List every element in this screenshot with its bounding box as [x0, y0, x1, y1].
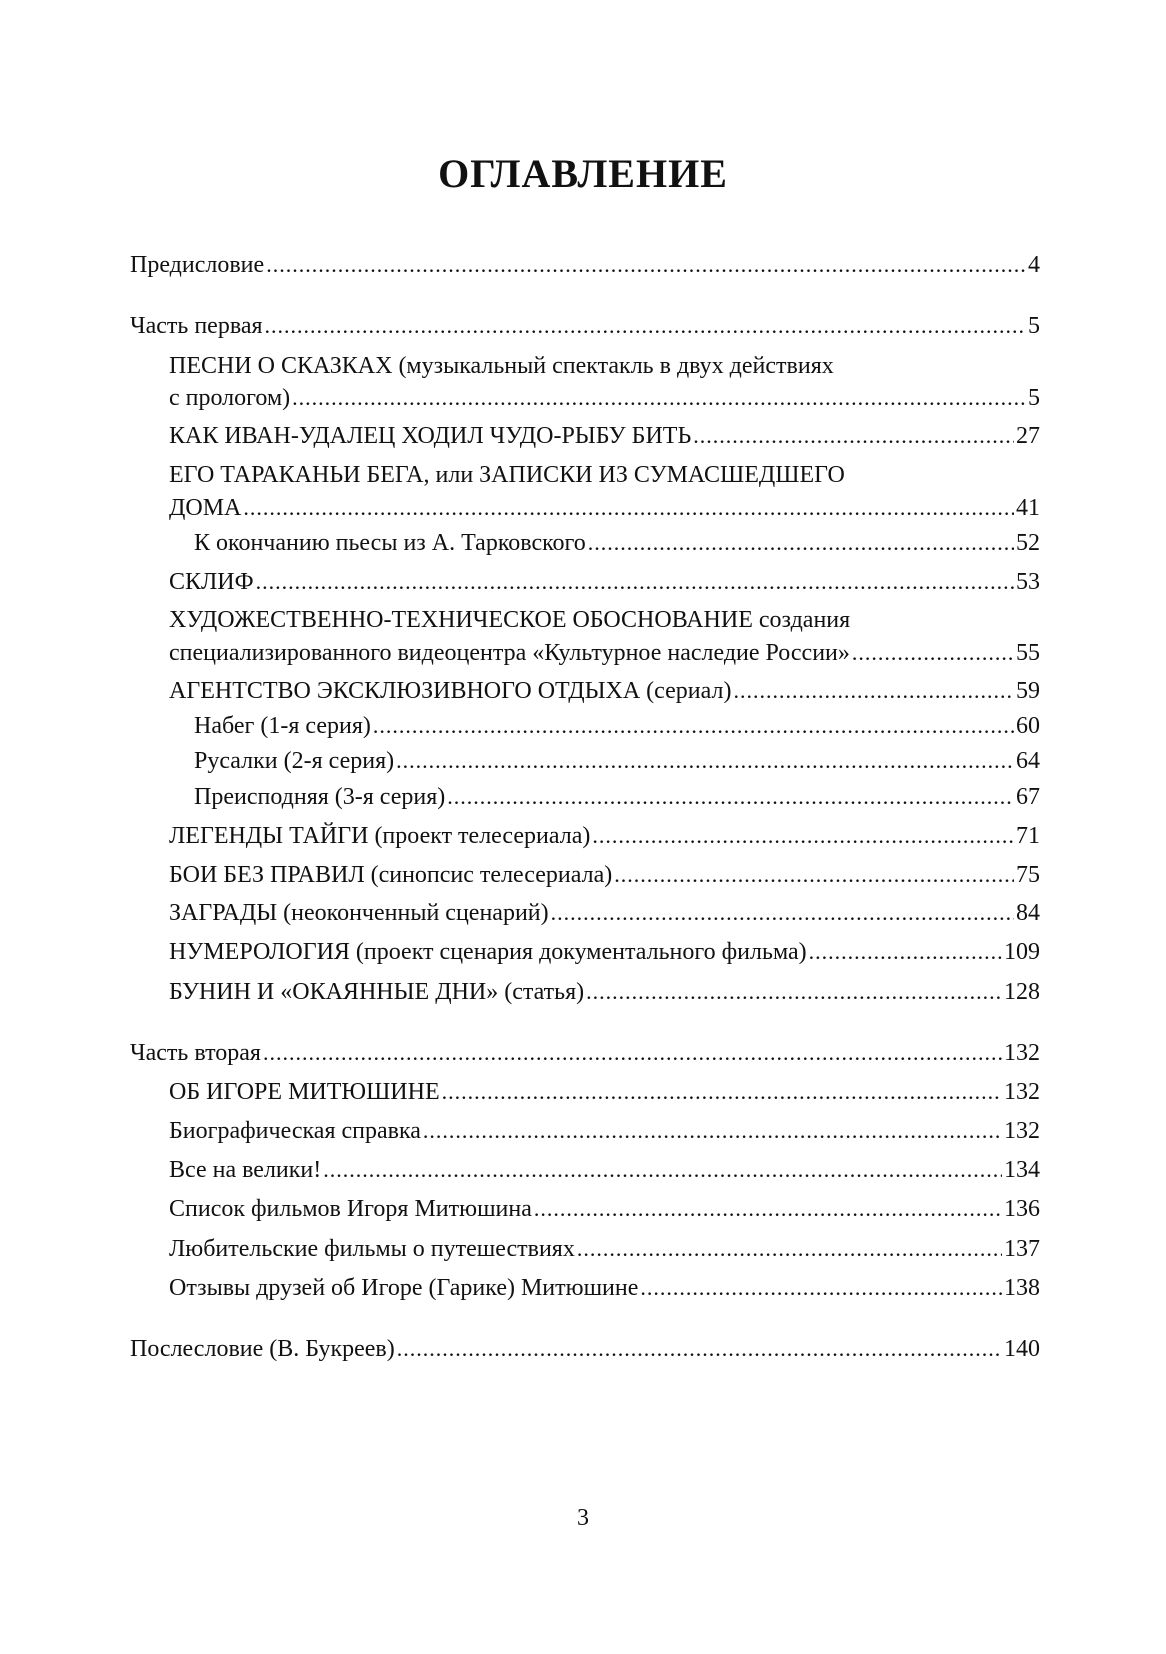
toc-entry-part-two[interactable]: [130, 1037, 1040, 1069]
toc-entry-songs-line1[interactable]: [169, 350, 1040, 382]
dot-leader: [397, 1333, 1002, 1365]
toc-entry-title: специализированного видеоцентра «Культурное наследие России»: [169, 640, 850, 666]
toc-entry-obosnovanie[interactable]: [169, 637, 1040, 669]
toc-entry-title: НУМЕРОЛОГИЯ (проект сценария документального фильма): [169, 939, 807, 965]
dot-leader: [265, 310, 1026, 342]
dot-leader: [852, 637, 1014, 669]
toc-entry-numerologiya[interactable]: [169, 936, 1040, 968]
toc-page-number: 140: [1004, 1336, 1040, 1362]
toc-entry-title: СКЛИФ: [169, 569, 254, 595]
toc-entry-lyubitelskie[interactable]: [169, 1233, 1040, 1265]
toc-page-number: 53: [1016, 569, 1040, 595]
toc-entry-biografiya[interactable]: [169, 1115, 1040, 1147]
toc-entry-title: ЗАГРАДЫ (неоконченный сценарий): [169, 900, 549, 926]
toc-entry-title: Список фильмов Игоря Митюшина: [169, 1196, 532, 1222]
toc-entry-title: Русалки (2-я серия): [194, 748, 395, 774]
toc-page-number: 138: [1004, 1275, 1040, 1301]
toc-page-number: 84: [1016, 900, 1040, 926]
toc-entry-tarakany-line1[interactable]: [169, 459, 1040, 491]
toc-entry-bunin[interactable]: [169, 976, 1040, 1008]
toc-entry-title: ДОМА: [169, 495, 242, 521]
toc-page-number: 60: [1016, 713, 1040, 739]
toc-page-number: 75: [1016, 862, 1040, 888]
toc-entry-title: Отзывы друзей об Игоре (Гарике) Митюшине: [169, 1275, 639, 1301]
page-number: 3: [577, 1505, 589, 1531]
toc-page-number: 4: [1028, 252, 1040, 278]
toc-entry-tarkovsky[interactable]: [194, 527, 1040, 559]
dot-leader: [263, 1037, 1002, 1069]
dot-leader: [551, 897, 1014, 929]
dot-leader: [809, 936, 1002, 968]
toc-entry-preface[interactable]: [130, 249, 1040, 281]
toc-entry-title: ОБ ИГОРЕ МИТЮШИНЕ: [169, 1079, 440, 1105]
toc-entry-title: Все на велики!: [169, 1157, 322, 1183]
toc-entry-title: Набег (1-я серия): [194, 713, 371, 739]
toc-entry-title: АГЕНТСТВО ЭКСКЛЮЗИВНОГО ОТДЫХА (сериал): [169, 678, 732, 704]
toc-page-number: 59: [1016, 678, 1040, 704]
dot-leader: [733, 675, 1014, 707]
toc-entry-preispodnyaya[interactable]: [194, 781, 1040, 813]
toc-page-number: 134: [1004, 1157, 1040, 1183]
dot-leader: [292, 382, 1026, 414]
toc-entry-nabeg[interactable]: [194, 710, 1040, 742]
toc-entry-title-line1: ХУДОЖЕСТВЕННО-ТЕХНИЧЕСКОЕ ОБОСНОВАНИЕ создания: [169, 607, 851, 633]
toc-entry-zagrady[interactable]: [169, 897, 1040, 929]
dot-leader: [592, 820, 1014, 852]
toc-entry-title: Предисловие: [130, 252, 265, 278]
toc-entry-title: К окончанию пьесы из А. Тарковского: [194, 530, 586, 556]
toc-entry-veliki[interactable]: [169, 1154, 1040, 1186]
dot-leader: [323, 1154, 1002, 1186]
toc-page-number: 27: [1016, 423, 1040, 449]
toc-entry-title: ЛЕГЕНДЫ ТАЙГИ (проект телесериала): [169, 823, 591, 849]
toc-page-number: 5: [1028, 385, 1040, 411]
toc-entry-songs[interactable]: [169, 382, 1040, 414]
toc-entry-title: Послесловие (В. Букреев): [130, 1336, 395, 1362]
toc-page-number: 64: [1016, 748, 1040, 774]
dot-leader: [693, 420, 1014, 452]
toc-page-number: 132: [1004, 1040, 1040, 1066]
toc-page-number: 132: [1004, 1079, 1040, 1105]
dot-leader: [534, 1193, 1002, 1225]
toc-entry-obosnovanie-line1[interactable]: [169, 604, 1040, 636]
dot-leader: [373, 710, 1014, 742]
toc-entry-title-line1: ЕГО ТАРАКАНЬИ БЕГА, или ЗАПИСКИ ИЗ СУМАСШЕДШЕГО: [169, 462, 845, 488]
dot-leader: [243, 492, 1014, 524]
toc-entry-title: БОИ БЕЗ ПРАВИЛ (синопсис телесериала): [169, 862, 613, 888]
toc-entry-title: Любительские фильмы о путешествиях: [169, 1236, 575, 1262]
toc-page-number: 128: [1004, 979, 1040, 1005]
dot-leader: [640, 1272, 1002, 1304]
toc-entry-filmy-spisok[interactable]: [169, 1193, 1040, 1225]
toc-entry-title: БУНИН И «ОКАЯННЫЕ ДНИ» (статья): [169, 979, 585, 1005]
toc-page-number: 71: [1016, 823, 1040, 849]
toc-page-number: 55: [1016, 640, 1040, 666]
toc-entry-title-line1: ПЕСНИ О СКАЗКАХ (музыкальный спектакль в двух действиях: [169, 353, 834, 379]
toc-page-number: 137: [1004, 1236, 1040, 1262]
toc-entry-rusalki[interactable]: [194, 745, 1040, 777]
page-title: ОГЛАВЛЕНИЕ: [438, 151, 728, 196]
toc-entry-tarakany[interactable]: [169, 492, 1040, 524]
dot-leader: [442, 1076, 1002, 1108]
dot-leader: [423, 1115, 1002, 1147]
toc-entry-title: КАК ИВАН-УДАЛЕЦ ХОДИЛ ЧУДО-РЫБУ БИТЬ: [169, 423, 692, 449]
toc-page-number: 41: [1016, 495, 1040, 521]
toc-entry-title: Часть первая: [130, 313, 263, 339]
dot-leader: [614, 859, 1014, 891]
toc-page-number: 109: [1004, 939, 1040, 965]
toc-entry-agency[interactable]: [169, 675, 1040, 707]
toc-page-number: 52: [1016, 530, 1040, 556]
toc-entry-ivan[interactable]: [169, 420, 1040, 452]
toc-entry-part-one[interactable]: [130, 310, 1040, 342]
toc-entry-afterword[interactable]: [130, 1333, 1040, 1365]
toc-entry-ob-igore[interactable]: [169, 1076, 1040, 1108]
toc-entry-title: Преисподняя (3-я серия): [194, 784, 446, 810]
dot-leader: [396, 745, 1014, 777]
dot-leader: [266, 249, 1026, 281]
dot-leader: [447, 781, 1014, 813]
toc-entry-sklif[interactable]: [169, 566, 1040, 598]
toc-entry-title: Биографическая справка: [169, 1118, 421, 1144]
toc-entry-legendy[interactable]: [169, 820, 1040, 852]
toc-entry-boi[interactable]: [169, 859, 1040, 891]
toc-page-number: 67: [1016, 784, 1040, 810]
toc-page-number: 5: [1028, 313, 1040, 339]
toc-entry-title: с прологом): [169, 385, 291, 411]
dot-leader: [577, 1233, 1002, 1265]
toc-page-number: 132: [1004, 1118, 1040, 1144]
dot-leader: [586, 976, 1002, 1008]
toc-entry-otzyvy[interactable]: [169, 1272, 1040, 1304]
toc-entry-title: Часть вторая: [130, 1040, 261, 1066]
dot-leader: [588, 527, 1014, 559]
dot-leader: [256, 566, 1014, 598]
toc-page-number: 136: [1004, 1196, 1040, 1222]
